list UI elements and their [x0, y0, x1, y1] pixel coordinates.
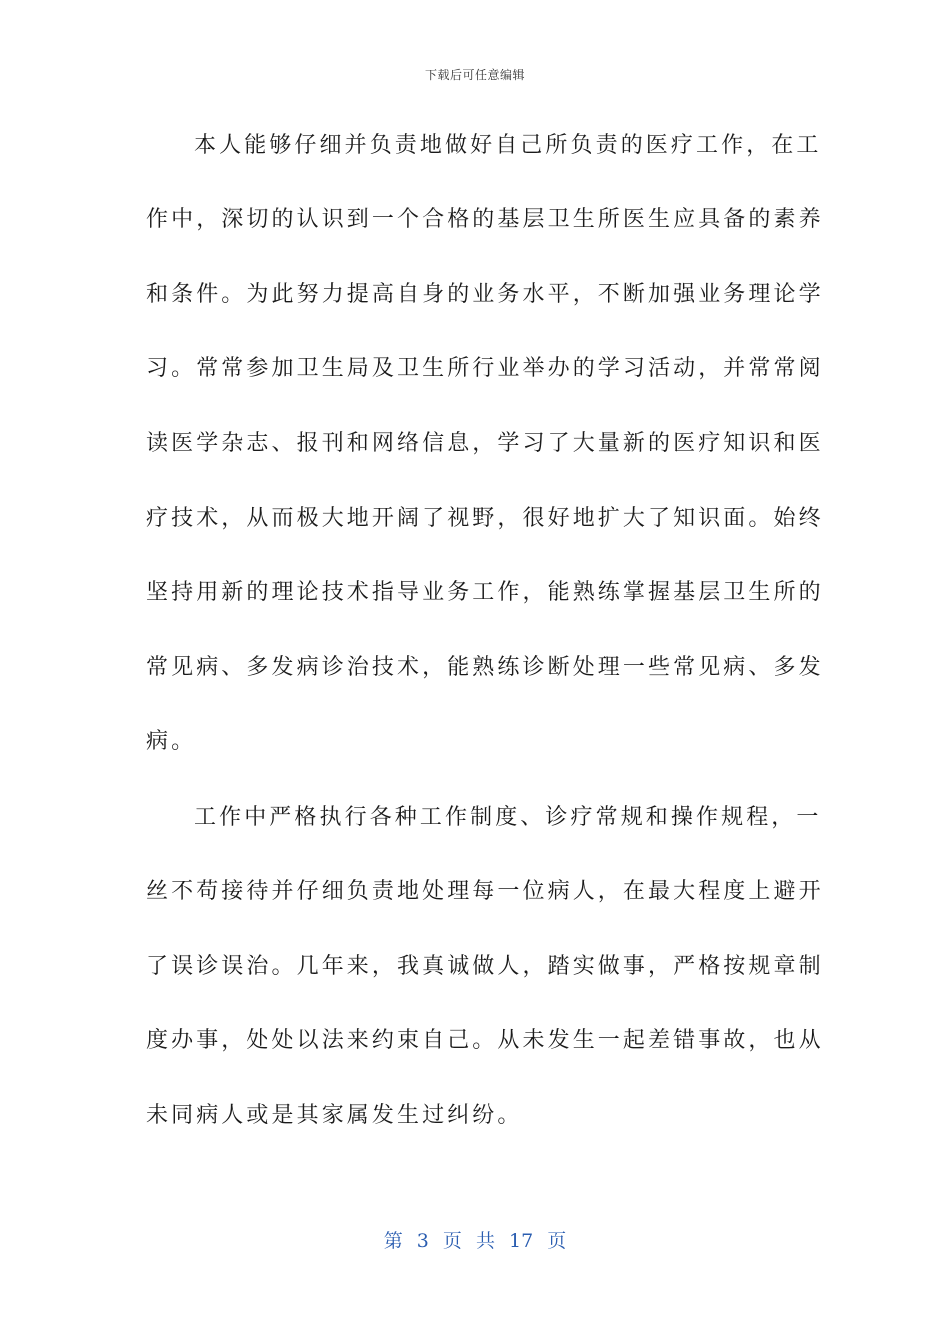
page-header: 下载后可任意编辑 [424, 68, 525, 82]
paragraph-1-line-7: 坚持用新的理论技术指导业务工作，能熟练掌握基层卫生所的 [146, 580, 824, 605]
paragraph-2-line-3: 了误诊误治。几年来，我真诚做人，踏实做事，严格按规章制 [146, 954, 824, 979]
paragraph-1-line-5: 读医学杂志、报刊和网络信息，学习了大量新的医疗知识和医 [146, 431, 824, 456]
paragraph-1-line-1: 本人能够仔细并负责地做好自己所负责的医疗工作，在工 [194, 133, 822, 158]
paragraph-2-line-2: 丝不苟接待并仔细负责地处理每一位病人，在最大程度上避开 [146, 879, 824, 904]
paragraph-2-line-5: 未同病人或是其家属发生过纠纷。 [146, 1103, 523, 1128]
paragraph-2-line-4: 度办事，处处以法来约束自己。从未发生一起差错事故，也从 [146, 1028, 824, 1053]
paragraph-1-line-4: 习。常常参加卫生局及卫生所行业举办的学习活动，并常常阅 [146, 356, 824, 381]
paragraph-2-line-1: 工作中严格执行各种工作制度、诊疗常规和操作规程，一 [194, 805, 822, 830]
paragraph-1-line-3: 和条件。为此努力提高自身的业务水平，不断加强业务理论学 [146, 282, 824, 307]
paragraph-1-line-6: 疗技术，从而极大地开阔了视野，很好地扩大了知识面。始终 [146, 506, 824, 531]
paragraph-1-line-2: 作中，深切的认识到一个合格的基层卫生所医生应具备的素养 [146, 207, 824, 232]
paragraph-1-line-8: 常见病、多发病诊治技术，能熟练诊断处理一些常见病、多发 [146, 655, 824, 680]
page-number-footer: 第 3 页 共 17 页 [383, 1230, 567, 1252]
paragraph-1-line-9: 病。 [146, 729, 197, 754]
